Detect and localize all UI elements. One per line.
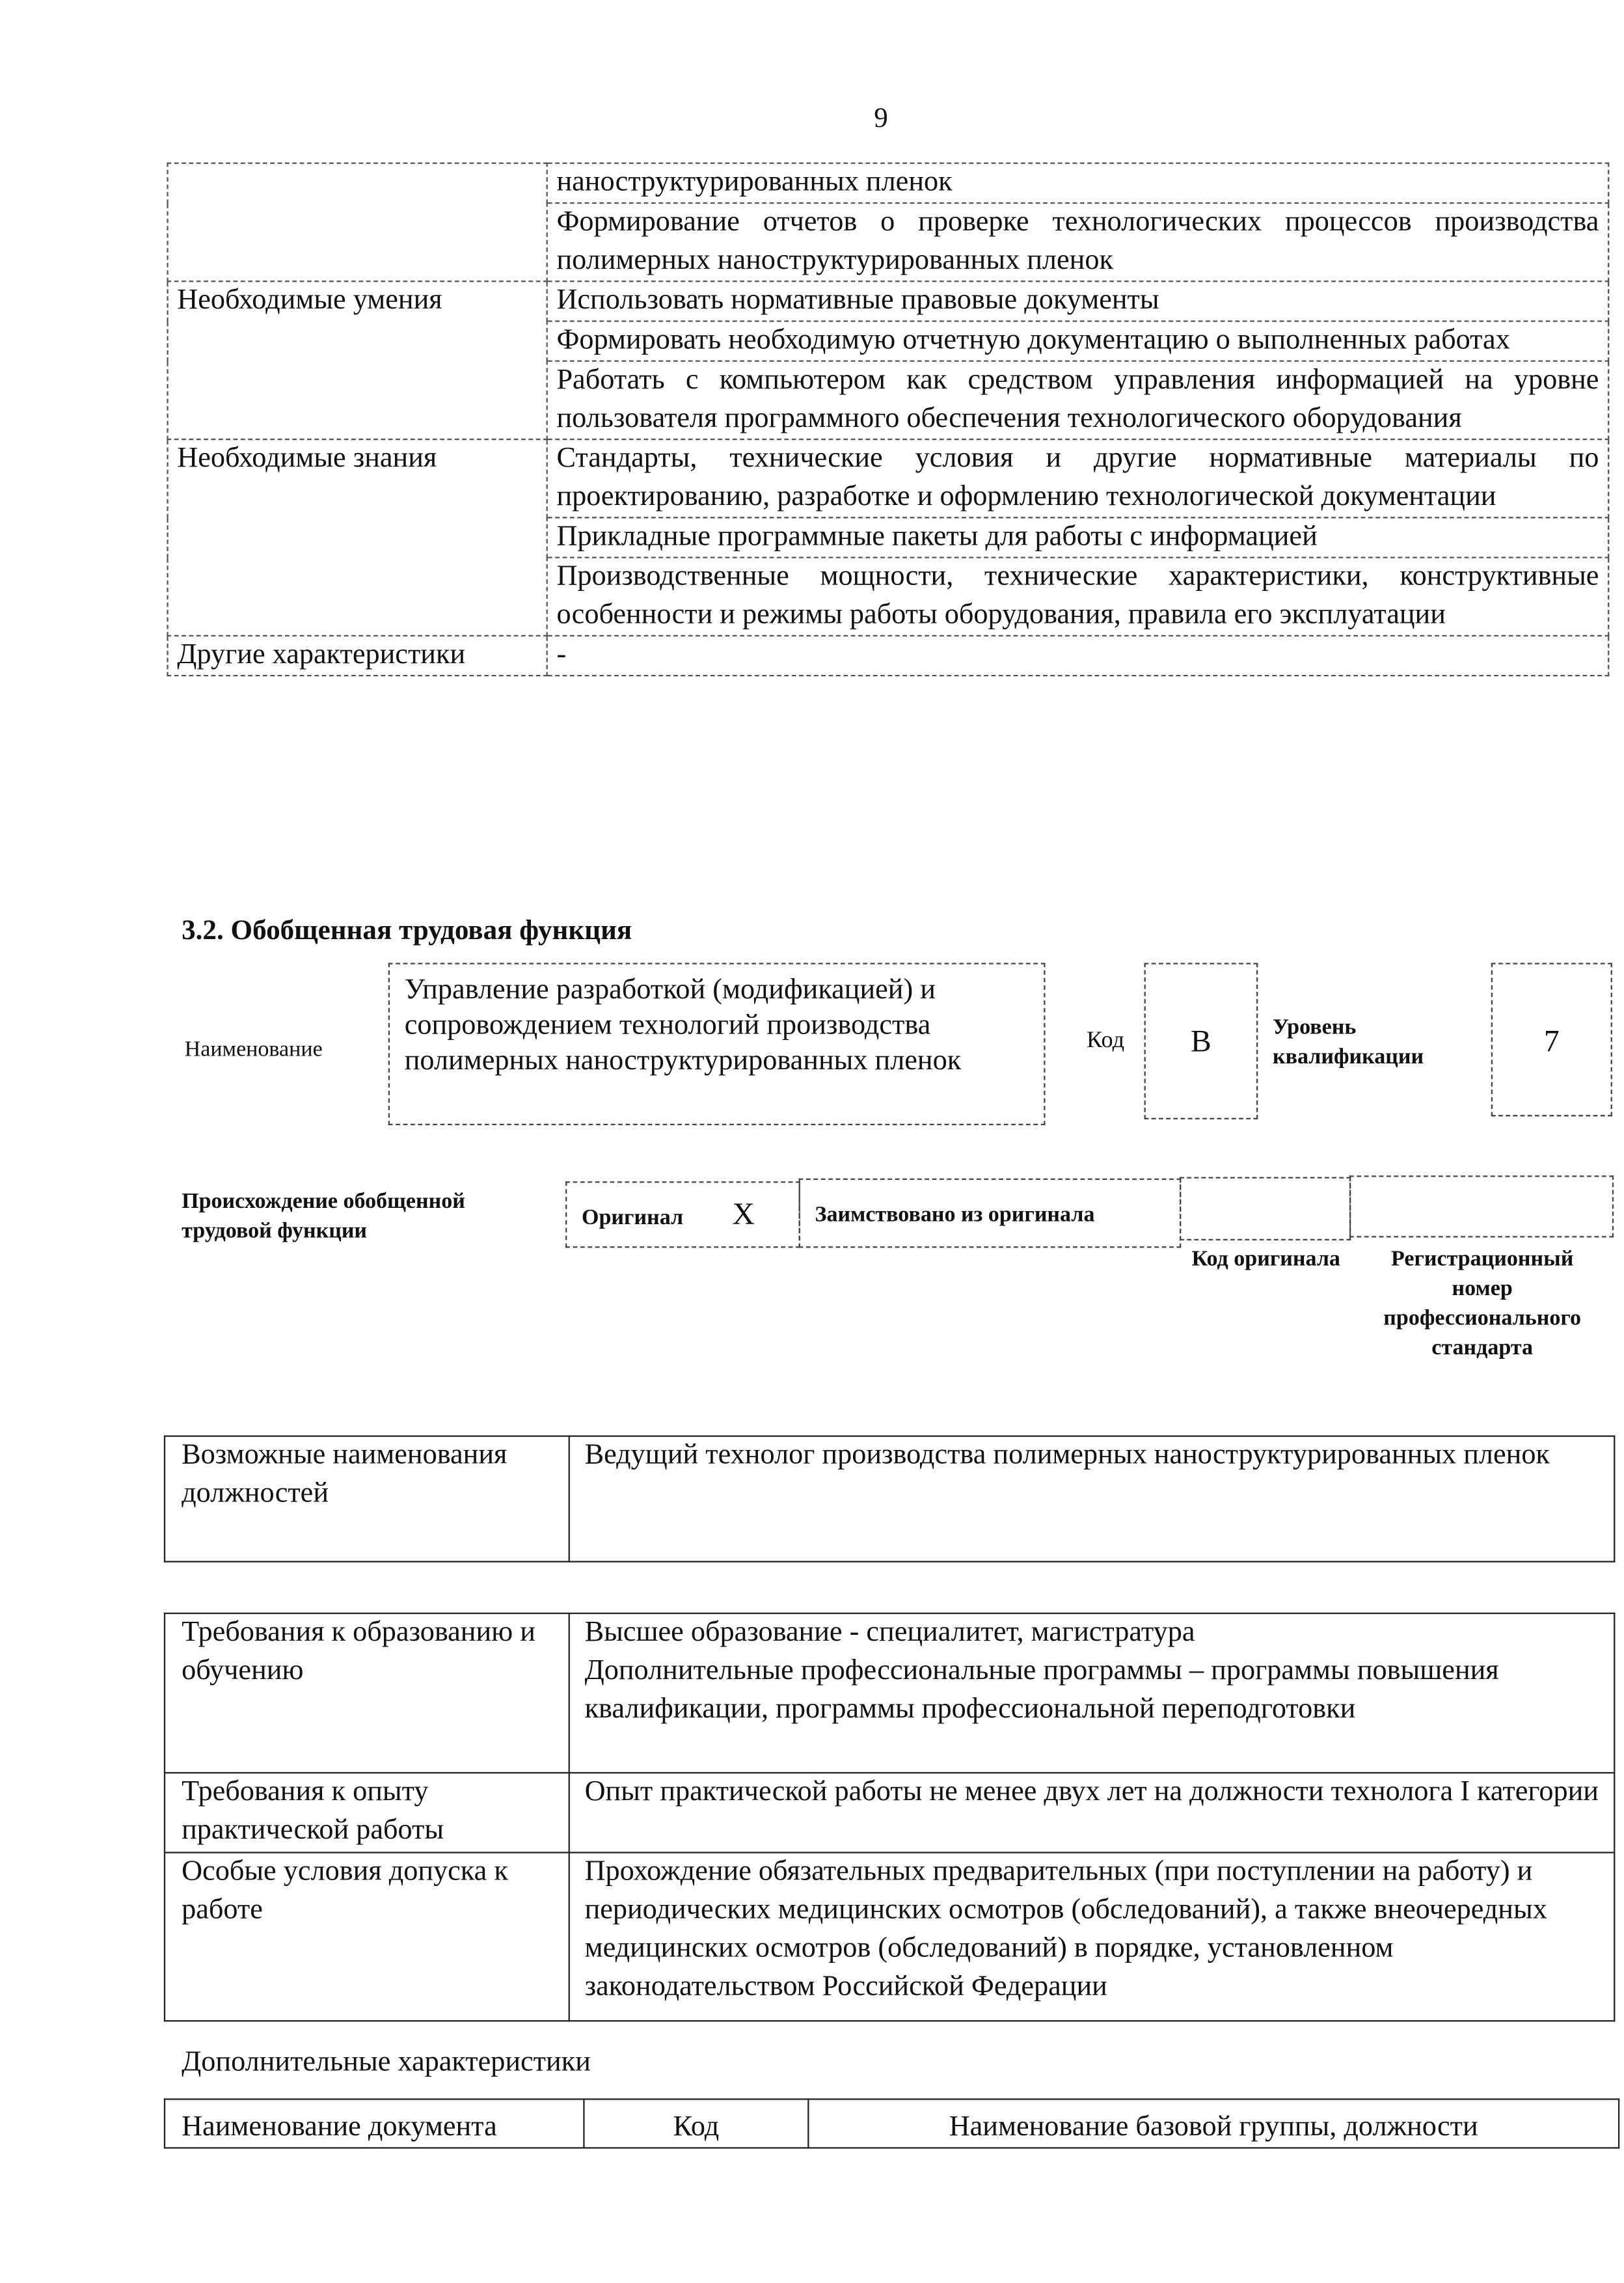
cell-line: Дополнительные профессиональные программы – программы повышения квалификации, программы профессиональной переподготовки — [584, 1655, 1499, 1725]
origin-code-caption: Код оригинала — [1191, 1248, 1340, 1272]
cell: Формировать необходимую отчетную документацию о выполненных работах — [547, 321, 1608, 361]
table-row — [165, 1773, 1614, 1853]
origin-borrowed-cell — [799, 1179, 1182, 1248]
skills-knowledge-table — [167, 163, 1609, 677]
cell-line: Высшее образование - специалитет, магистратура — [584, 1617, 1195, 1648]
code-value: B — [1190, 1023, 1211, 1059]
origin-mark: X — [732, 1196, 755, 1232]
cell-line: Прохождение обязательных предварительных (при поступлении на работу) и периодических медицинских осмотров (обследований), а также внеочередных медицинских осмотров (обследований) в порядке, установленном законодательством Российской Федерации — [569, 1853, 1615, 2021]
page-number: 9 — [874, 103, 888, 135]
origin-code-cell — [1180, 1177, 1351, 1240]
cell: Прикладные программные пакеты для работы с информацией — [547, 517, 1608, 557]
section-heading: 3.2. Обобщенная трудовая функция — [182, 915, 632, 947]
origin-borrowed-label: Заимствовано из оригинала — [815, 1203, 1095, 1227]
column-header: Код — [584, 2099, 808, 2148]
cell: Ведущий технолог производства полимерных наноструктурированных пленок — [569, 1436, 1615, 1562]
row-label: Требования к опыту практической работы — [165, 1773, 569, 1853]
additional-heading: Дополнительные характеристики — [182, 2046, 591, 2078]
row-label: Требования к образованию и обучению — [165, 1613, 569, 1773]
origin-original-label: Оригинал — [582, 1206, 684, 1231]
name-value-box — [388, 963, 1046, 1125]
additional-table — [164, 2098, 1619, 2148]
table-row — [168, 636, 1609, 676]
cell: Использовать нормативные правовые документы — [547, 281, 1608, 321]
origin-label: Происхождение обобщенной трудовой функции — [182, 1190, 465, 1244]
row-label — [168, 163, 547, 282]
code-box — [1144, 963, 1258, 1119]
table-row — [168, 439, 1609, 517]
cell-line: Опыт практической работы не менее двух лет на должности технолога I категории — [569, 1773, 1615, 1853]
row-label: Необходимые умения — [168, 281, 547, 439]
column-header: Наименование документа — [165, 2099, 584, 2148]
code-label: Код — [1087, 1028, 1125, 1053]
row-label: Другие характеристики — [168, 636, 547, 676]
positions-table — [164, 1436, 1616, 1563]
cell: Формирование отчетов о проверке технологических процессов производства полимерных наноструктурированных пленок — [547, 203, 1608, 281]
table-row — [168, 281, 1609, 321]
level-box — [1491, 963, 1612, 1116]
row-label: Необходимые знания — [168, 439, 547, 636]
row-label: Особые условия допуска к работе — [165, 1853, 569, 2021]
cell: - — [547, 636, 1608, 676]
column-header: Наименование базовой группы, должности — [808, 2099, 1619, 2148]
table-row — [165, 1853, 1614, 2021]
level-label: Уровень квалификации — [1272, 1016, 1424, 1069]
cell: Стандарты, технические условия и другие нормативные материалы по проектированию, разработке и оформлению технологической документации — [547, 439, 1608, 517]
name-label: Наименование — [184, 1038, 323, 1062]
table-row — [165, 1613, 1614, 1773]
table-row — [165, 1436, 1614, 1562]
origin-original-cell — [565, 1181, 800, 1248]
cell: Производственные мощности, технические характеристики, конструктивные особенности и режимы работы оборудования, правила его эксплуатации — [547, 558, 1608, 636]
requirements-table — [164, 1613, 1616, 2022]
name-value: Управление разработкой (модификацией) и сопровождением технологий производства полимерных наноструктурированных пленок — [404, 974, 962, 1077]
origin-reg-caption: Регистрационный номер профессионального стандарта — [1383, 1248, 1582, 1360]
origin-reg-cell — [1349, 1175, 1614, 1237]
table-header-row — [165, 2099, 1619, 2148]
row-label: Возможные наименования должностей — [165, 1436, 569, 1562]
cell: Работать с компьютером как средством управления информацией на уровне пользователя программного обеспечения технологического оборудования — [547, 361, 1608, 439]
cell: наноструктурированных пленок — [547, 163, 1608, 203]
table-row — [168, 163, 1609, 203]
level-value: 7 — [1543, 1023, 1560, 1059]
